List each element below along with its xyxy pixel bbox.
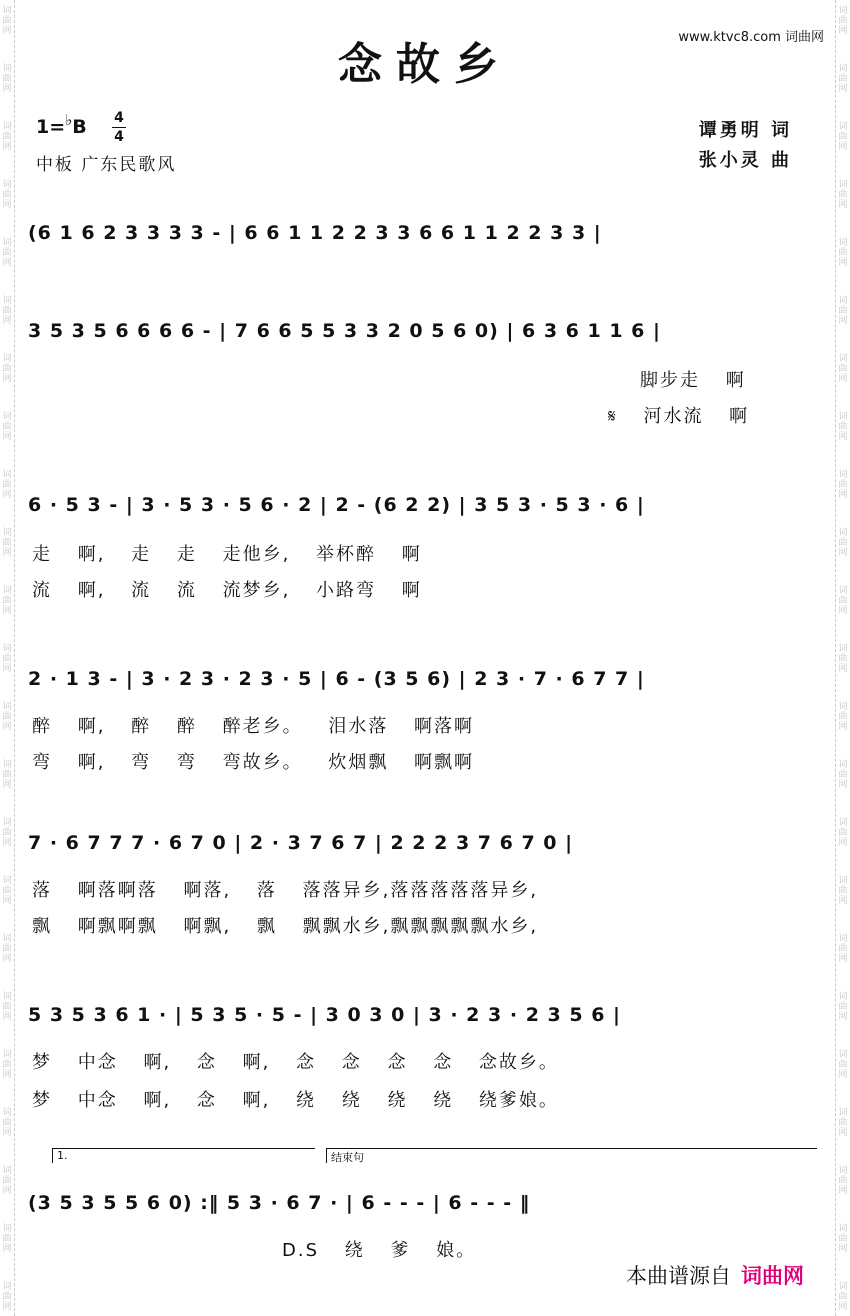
watermark-glyph: 词 曲 网 (2, 354, 12, 384)
watermark-glyph: 词 曲 网 (2, 122, 12, 152)
watermark-glyph: 词 曲 网 (838, 470, 848, 500)
watermark-glyph: 词 曲 网 (2, 1224, 12, 1254)
watermark-glyph: 词 曲 网 (838, 296, 848, 326)
watermark-glyph: 词 曲 网 (2, 296, 12, 326)
lyric-row-4-verse-2: 弯 啊, 弯 弯 弯故乡。 炊烟飘 啊飘啊 (32, 752, 475, 773)
lyricist-credit: 谭勇明 词 (698, 120, 792, 141)
watermark-glyph: 词 曲 网 (2, 1108, 12, 1138)
score-row-3: 6 · 5 3 - | 3 · 5 3 · 5 6 · 2 | 2 - (6 2 2) | 3 5 3 · 5 3 · 6 | (28, 494, 645, 516)
watermark-glyph: 词 曲 网 (838, 238, 848, 268)
score-row-1: (6 1 6 2 3 3 3 3 - | 6 6 1 1 2 2 3 3 6 6 1 1 2 2 3 3 | (28, 222, 602, 244)
watermark-glyph: 词 曲 网 (838, 180, 848, 210)
watermark-glyph: 词 曲 网 (2, 180, 12, 210)
watermark-glyph: 词 曲 网 (2, 1282, 12, 1312)
tempo-marking: 中板 广东民歌风 (36, 155, 177, 175)
source-site-link[interactable]: 词曲网 (741, 1264, 804, 1288)
watermark-glyph: 词 曲 网 (2, 64, 12, 94)
score-row-2: 3 5 3 5 6 6 6 6 - | 7 6 6 5 5 3 3 2 0 5 6 0) | 6 3 6 1 1 6 | (28, 320, 661, 342)
watermark-glyph: 词 曲 网 (2, 702, 12, 732)
watermark-glyph: 词 曲 网 (2, 6, 12, 36)
watermark-glyph: 词 曲 网 (2, 992, 12, 1022)
lyric-row-5-verse-2: 飘 啊飘啊飘 啊飘, 飘 飘飘水乡,飘飘飘飘飘水乡, (32, 916, 539, 937)
watermark-glyph: 词 曲 网 (838, 1108, 848, 1138)
watermark-glyph: 词 曲 网 (838, 644, 848, 674)
lyric-row-4-verse-1: 醉 啊, 醉 醉 醉老乡。 泪水落 啊落啊 (32, 716, 475, 737)
watermark-glyph: 词 曲 网 (2, 760, 12, 790)
watermark-glyph: 词 曲 网 (2, 818, 12, 848)
ending-label: 结束句 (331, 1151, 364, 1164)
watermark-glyph: 词 曲 网 (838, 876, 848, 906)
watermark-glyph: 词 曲 网 (838, 702, 848, 732)
watermark-glyph: 词 曲 网 (2, 876, 12, 906)
key-signature: 1=♭B (36, 111, 87, 138)
site-url[interactable]: www.ktvc8.com 词曲网 (678, 30, 824, 45)
lyric-row-5-verse-1: 落 啊落啊落 啊落, 落 落落异乡,落落落落落异乡, (32, 880, 539, 901)
watermark-glyph: 词 曲 网 (838, 122, 848, 152)
watermark-glyph: 词 曲 网 (838, 760, 848, 790)
watermark-glyph: 词 曲 网 (838, 354, 848, 384)
score-row-4: 2 · 1 3 - | 3 · 2 3 · 2 3 · 5 | 6 - (3 5 6) | 2 3 · 7 · 6 7 7 | (28, 668, 645, 690)
watermark-glyph: 词 曲 网 (2, 412, 12, 442)
watermark-glyph: 词 曲 网 (838, 1050, 848, 1080)
watermark-glyph: 词 曲 网 (838, 992, 848, 1022)
watermark-glyph: 词 曲 网 (838, 64, 848, 94)
score-row-5: 7 · 6 7 7 7 · 6 7 0 | 2 · 3 7 6 7 | 2 2 2 3 7 6 7 0 | (28, 832, 574, 854)
watermark-glyph: 词 曲 网 (838, 528, 848, 558)
watermark-glyph: 词 曲 网 (838, 1224, 848, 1254)
watermark-glyph: 词 曲 网 (838, 1166, 848, 1196)
song-title: 念故乡 (338, 39, 512, 90)
right-watermark-strip (835, 0, 850, 1316)
watermark-glyph: 词 曲 网 (2, 934, 12, 964)
lyric-row-6-verse-2: 梦 中念 啊, 念 啊, 绕 绕 绕 绕 绕爹娘。 (32, 1090, 559, 1111)
lyric-row-2-verse-1: 脚步走 啊 (640, 370, 746, 391)
lyric-row-7: D.S 绕 爹 娘。 (282, 1240, 477, 1261)
score-row-6: 5 3 5 3 6 1 · | 5 3 5 · 5 - | 3 0 3 0 | 3 · 2 3 · 2 3 5 6 | (28, 1004, 621, 1026)
watermark-glyph: 词 曲 网 (838, 412, 848, 442)
lyric-row-3-verse-2: 流 啊, 流 流 流梦乡, 小路弯 啊 (32, 580, 422, 601)
source-text: 本曲谱源自 (626, 1264, 731, 1288)
lyric-row-6-verse-1: 梦 中念 啊, 念 啊, 念 念 念 念 念故乡。 (32, 1052, 559, 1073)
watermark-glyph: 词 曲 网 (2, 528, 12, 558)
volta-1-label: 1. (57, 1149, 68, 1162)
watermark-glyph: 词 曲 网 (2, 586, 12, 616)
watermark-glyph: 词 曲 网 (838, 586, 848, 616)
composer-credit: 张小灵 曲 (698, 150, 792, 171)
watermark-glyph: 词 曲 网 (2, 1050, 12, 1080)
watermark-glyph: 词 曲 网 (838, 6, 848, 36)
volta-bracket-1 (52, 1148, 315, 1163)
watermark-glyph: 词 曲 网 (2, 238, 12, 268)
watermark-glyph: 词 曲 网 (838, 934, 848, 964)
watermark-glyph: 词 曲 网 (838, 818, 848, 848)
watermark-glyph: 词 曲 网 (2, 470, 12, 500)
source-credit[interactable] (626, 1260, 804, 1290)
ending-bracket (326, 1148, 817, 1163)
lyric-row-3-verse-1: 走 啊, 走 走 走他乡, 举杯醉 啊 (32, 544, 422, 565)
watermark-glyph: 词 曲 网 (2, 1166, 12, 1196)
watermark-glyph: 词 曲 网 (838, 1282, 848, 1312)
score-row-7: (3 5 3 5 5 6 0) :‖ 5 3 · 6 7 · | 6 - - - | 6 - - - ‖ (28, 1192, 531, 1214)
left-watermark-strip (0, 0, 15, 1316)
watermark-glyph: 词 曲 网 (2, 644, 12, 674)
lyric-row-2-verse-2: 𝄋 河水流 啊 (608, 406, 750, 427)
time-signature: 4 4 (112, 110, 126, 145)
